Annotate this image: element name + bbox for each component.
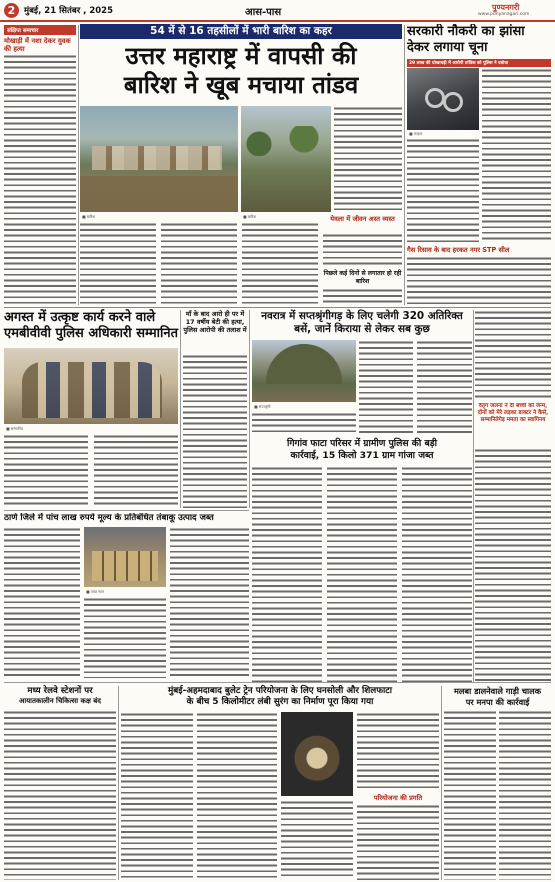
job-scam-body-2 — [407, 138, 479, 243]
award-body-2 — [94, 434, 178, 508]
navratri-body-2 — [417, 340, 472, 434]
job-scam-story — [407, 24, 551, 306]
flood-photo-2 — [241, 106, 331, 212]
handcuff-icon — [425, 88, 445, 108]
section-rule — [4, 682, 551, 683]
brand-logo: पुण्यनगरी — [492, 2, 520, 12]
navratri-body-1 — [359, 340, 413, 434]
page-number: 2 — [7, 4, 16, 17]
bullet-body-3 — [281, 800, 353, 880]
handcuff-photo — [407, 68, 479, 130]
gas-leak-body — [407, 256, 551, 304]
handcuff-photo-caption: ■ फाइल — [409, 131, 423, 136]
truck-body-1 — [444, 710, 496, 880]
section-rule — [4, 510, 249, 511]
brief-title: मोखाड़ी में नशा देकर युवक की हत्या — [4, 37, 71, 53]
main-story — [80, 24, 402, 304]
col-divider — [249, 310, 250, 508]
thane-story — [4, 513, 249, 678]
murder-body — [183, 354, 247, 508]
award-headline-1: अगस्त में उत्कृष्ट कार्य करने वाले — [4, 310, 156, 325]
newborn-body — [475, 448, 551, 682]
caption-text: सप्तश्रृंगी — [258, 404, 271, 409]
flood-photo-2-caption: ■ बारिश — [243, 214, 257, 219]
caption-text: फाइल — [413, 131, 423, 136]
bullet-subhead: परियोजना की प्रगति — [373, 794, 423, 802]
railway-headline-1: मध्य रेलवे स्टेशनों पर — [27, 686, 93, 696]
main-subhead-2: पिछले कई दिनों से लगातार हो रही बारिश — [323, 270, 402, 285]
trees — [241, 126, 331, 156]
thane-headline: ठाणे जिले में पांच लाख रुपये मूल्य के प्रतिबंधित तंबाकू उत्पाद जब्त — [4, 513, 214, 523]
murder-headline: माँ के बाद आरो ही पर में 17 वर्षीय बेटी की हत्या, पुलिस आरोपी की तलाश में — [183, 310, 247, 334]
brand-url: www.punyanagari.com — [478, 12, 530, 17]
murder-story — [183, 310, 247, 508]
award-body-1 — [4, 434, 88, 508]
caption-text: सम्मानित — [10, 426, 24, 431]
ganja-headline-2: कार्रवाई, 15 किलो 371 ग्राम गांजा जब्त — [290, 450, 434, 461]
job-scam-strap: 29 लाख की धोखाधड़ी में आरोपी तांत्रिक को पुलिस ने दबोचा — [407, 59, 551, 67]
ganja-body-2 — [327, 466, 397, 682]
hill — [266, 344, 342, 384]
navratri-headline-1: नवरात्र में सप्तश्रृंगीगड़ के लिए चलेगी 320 अतिरिक्त — [261, 310, 463, 322]
col-divider — [78, 25, 79, 305]
temple-photo-caption: ■ सप्तश्रृंगी — [254, 404, 271, 409]
gas-leak-headline: गैस रिसाव के बाद हरकत नगर STP सील — [407, 246, 510, 254]
main-subhead-1: येवला में जीवन अस्त व्यस्त — [330, 215, 395, 223]
main-body-col4a — [334, 106, 402, 214]
ganja-body-1 — [252, 466, 322, 682]
navratri-story — [252, 310, 472, 434]
left-brief-column — [4, 25, 76, 305]
job-scam-body-1 — [482, 68, 551, 243]
award-headline-2: एमबीवीवी पुलिस अधिकारी सम्मानित — [4, 326, 179, 341]
caption-text: बारिश — [86, 214, 96, 219]
right-mid-body-1 — [475, 310, 551, 400]
tunnel-photo — [281, 712, 353, 796]
col-divider — [441, 686, 442, 880]
ganja-body-3 — [402, 466, 472, 682]
navratri-body-3 — [252, 412, 356, 434]
col-divider — [180, 310, 181, 508]
newborn-headline: वैतृग जलना ने दी बच्ची को जन्म, दोनों को मेरे लड़का डाक्टर ने कैसे, सम्मानितेगेड़ ममता का स्वागिनय — [477, 403, 549, 423]
thane-body-3 — [170, 527, 249, 678]
masthead — [0, 0, 555, 22]
main-body-col3 — [242, 222, 318, 304]
truck-story — [444, 686, 551, 880]
bullet-body-1 — [121, 712, 193, 880]
flood-photo-1-caption: ■ बारिश — [82, 214, 96, 219]
thane-body-1 — [4, 527, 80, 678]
award-photo — [4, 348, 178, 424]
seized-goods-caption: ■ जब्त माल — [86, 589, 105, 594]
main-body-col2 — [161, 222, 237, 304]
bags — [92, 551, 158, 581]
bullet-body-2 — [197, 712, 277, 880]
caption-text: बारिश — [247, 214, 257, 219]
main-kicker: 54 में से 16 तहसीलों में भारी बारिश का कहर — [80, 24, 402, 39]
bullet-body-5 — [357, 804, 439, 880]
main-body-col4b — [323, 233, 402, 267]
section-title: आस-पास — [245, 7, 282, 18]
job-scam-headline: सरकारी नौकरी का झांसा देकर लगाया चूना — [407, 24, 525, 55]
award-photo-caption: ■ सम्मानित — [6, 426, 24, 431]
truck-headline-1: मलबा डालनेवाले गाड़ी चालक — [453, 686, 541, 696]
railway-story — [4, 686, 116, 880]
handcuff-icon — [443, 92, 463, 112]
ganja-story — [252, 438, 472, 682]
flood-photo-1 — [80, 106, 238, 212]
col-divider — [404, 25, 405, 305]
officers-row — [22, 362, 162, 418]
truck-body-2 — [499, 710, 551, 880]
masthead-rule — [0, 20, 555, 22]
floodwater — [80, 176, 238, 212]
col-divider — [118, 686, 119, 880]
page-number-badge — [4, 3, 19, 18]
main-body-col4c — [323, 288, 402, 304]
main-headline-2: बारिश ने खूब मचाया तांडव — [123, 71, 359, 99]
navratri-headline-2: बसें, जानें किराया से लेकर सब कुछ — [294, 323, 430, 335]
main-body-col1 — [80, 222, 156, 304]
seized-goods-photo — [84, 527, 166, 587]
main-headline-1: उत्तर महाराष्ट्र में वापसी की — [125, 42, 357, 70]
award-story — [4, 310, 178, 508]
section-rule — [4, 307, 551, 308]
right-mid-column — [475, 310, 551, 682]
ganja-headline-1: गिगांव फाटा परिसर में ग्रामीण पुलिस की बड़ी — [287, 438, 437, 449]
col-divider — [473, 310, 474, 682]
rooftops — [92, 146, 222, 170]
brief-body — [4, 54, 76, 304]
caption-text: जब्त माल — [90, 589, 105, 594]
railway-headline-2: आयातकालीन चिकित्सा कक्ष बंद — [18, 696, 102, 705]
thane-body-2 — [84, 597, 166, 678]
truck-headline-2: पर मनपा की कार्रवाई — [465, 696, 530, 707]
brief-tag: संक्षिप्त समाचार — [4, 25, 76, 35]
bullet-body-4 — [357, 712, 439, 792]
bullet-train-story — [121, 686, 439, 880]
bullet-headline-2: के बीच 5 किलोमीटर लंबी सुरंग का निर्माण पूरा किया गया — [186, 697, 374, 707]
temple-photo — [252, 340, 356, 402]
bullet-headline-1: मुंबई-अहमदाबाद बुलेट ट्रेन परियोजना के लिए घनसोली और शिलफाटा — [167, 686, 392, 696]
railway-body — [4, 710, 116, 880]
date-line: मुंबई, 21 सितंबर , 2025 — [24, 6, 114, 16]
